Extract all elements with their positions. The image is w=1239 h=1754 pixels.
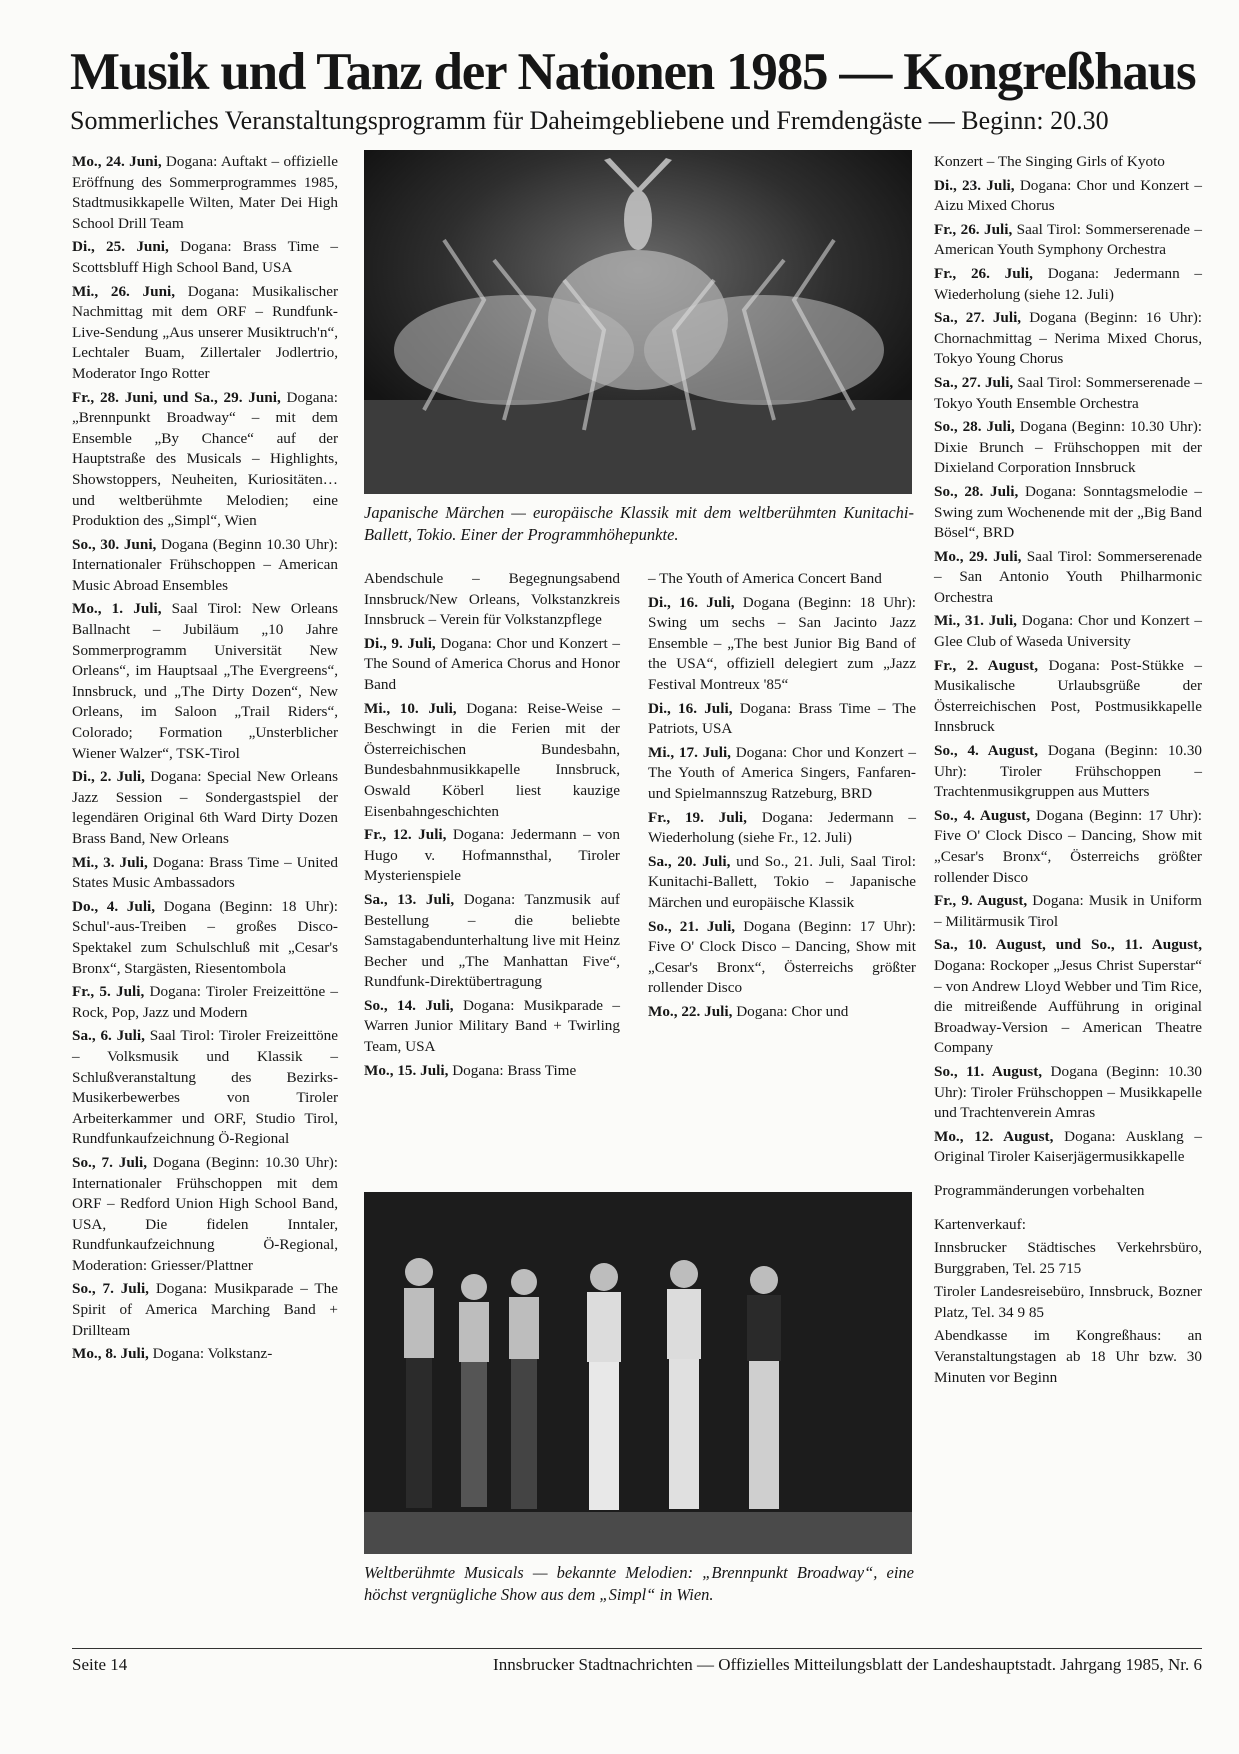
program-entry-date: Fr., 26. Juli,	[934, 220, 1013, 238]
program-entry-date: Fr., 19. Juli,	[648, 808, 747, 826]
program-entry-date: Di., 23. Juli,	[934, 176, 1015, 194]
program-entry-date: Fr., 2. August,	[934, 656, 1039, 674]
program-entry-text: Dogana (Beginn: 17 Uhr): Five O' Clock Disco – Dancing, Show mit „Cesar's Bronx“, Österreichs größter rollender Disco	[934, 806, 1203, 886]
program-entry-text: Dogana (Beginn: 10.30 Uhr): Internationaler Frühschoppen mit dem ORF – Redford Union High School Band, USA, Die fidelen Inntaler, Rundfunkaufzeichnung Ö-Regional, Moderation: Griesser/Plattner	[72, 1153, 338, 1274]
program-entry-text: Saal Tirol: Tiroler Freizeittöne – Volksmusik und Klassik – Schlußveranstaltung des Bezirks-Musikerbewerbes von Tiroler Arbeiterkammer und ORF, Studio Tirol, Rundfunkaufzeichnung Ö-Regional	[72, 1027, 338, 1148]
program-entry	[72, 1279, 338, 1341]
program-entry-text: – The Youth of America Concert Band	[648, 570, 882, 587]
program-entry-text: Dogana: Jedermann – Wiederholung (siehe 12. Juli)	[934, 264, 1202, 303]
program-entry	[72, 1153, 338, 1277]
program-entry-date: Do., 4. Juli,	[72, 897, 156, 915]
ballet-photo-image	[364, 150, 912, 494]
program-column-4-entries	[934, 152, 1202, 1168]
program-entry	[72, 237, 338, 278]
program-entry	[934, 482, 1202, 544]
program-entry-text: Dogana: Rockoper „Jesus Christ Superstar“ – von Andrew Lloyd Webber und Tim Rice, die mitreißende Aufführung in original Broadway-Version – American Theatre Company	[934, 956, 1202, 1057]
program-entry-date: Mi., 10. Juli,	[364, 699, 457, 717]
program-entry	[934, 891, 1202, 932]
program-entry-date: Sa., 6. Juli,	[72, 1027, 145, 1045]
program-entry-date: Mo., 29. Juli,	[934, 547, 1022, 565]
program-entry	[648, 593, 916, 696]
program-entry-text: Dogana: Tanzmusik auf Bestellung – die beliebte Samstagabendunterhaltung live mit Heinz Becher und „The Manhattan Five“, Rundfunk-Direktübertragung	[364, 890, 620, 991]
program-entry	[934, 308, 1202, 370]
program-entry	[364, 1061, 620, 1082]
program-entry	[72, 388, 338, 532]
program-entry-date: Sa., 10. August, und So., 11. August,	[934, 936, 1202, 954]
program-entry	[72, 982, 338, 1023]
program-entry-date: Mo., 1. Juli,	[72, 600, 162, 618]
program-entry-text: Dogana: Musikparade – The Spirit of America Marching Band + Drillteam	[72, 1280, 338, 1339]
program-entry	[648, 1002, 916, 1023]
program-entry-date: Fr., 26. Juli,	[934, 264, 1033, 282]
program-entry-text: Saal Tirol: Sommerserenade – American Youth Symphony Orchestra	[934, 220, 1202, 259]
program-entry-date: Fr., 12. Juli,	[364, 826, 447, 844]
program-entry-text: Dogana (Beginn: 18 Uhr): Swing um sechs – San Jacinto Jazz Ensemble – „The best Junior Big Band of the USA“, offiziell delegiert zum „Jazz Festival Montreux '85“	[648, 593, 917, 693]
ballet-photo	[364, 150, 912, 494]
program-entry-date: Sa., 27. Juli,	[934, 309, 1022, 327]
program-entry	[72, 1344, 338, 1365]
program-entry-text: Dogana: Chor und Konzert – The Youth of America Singers, Fanfaren- und Spielmannszug Ratzeburg, BRD	[648, 743, 916, 802]
page-title: Musik und Tanz der Nationen 1985 — Kongreßhaus	[70, 43, 1196, 101]
program-entry-date: Di., 9. Juli,	[364, 634, 436, 652]
ticket-line: Tiroler Landesreisebüro, Innsbruck, Bozner Platz, Tel. 34 9 85	[934, 1283, 1202, 1321]
program-entry-text: Dogana: Volkstanz-	[148, 1345, 273, 1363]
program-entry-date: Mi., 17. Juli,	[648, 743, 731, 761]
program-entry	[72, 152, 338, 234]
program-entry-date: So., 14. Juli,	[364, 996, 454, 1014]
program-entry	[934, 1127, 1202, 1168]
program-entry	[648, 808, 916, 849]
program-entry-date: Sa., 13. Juli,	[364, 890, 455, 908]
ticket-line: Abendkasse im Kongreßhaus: an Veranstaltungstagen ab 18 Uhr bzw. 30 Minuten vor Beginn	[934, 1327, 1202, 1386]
program-entry	[934, 741, 1202, 803]
program-entry-date: Mi., 3. Juli,	[72, 853, 148, 871]
ticket-sales-heading: Kartenverkauf:	[934, 1215, 1026, 1233]
program-entry-text: Saal Tirol: New Orleans Ballnacht – Jubiläum „10 Jahre Sommerprogramm Universität New Orleans“, im Hauptsaal „The Evergreens“, Innsbruck, und „The Dirty Dozen“, New Orleans, im Saloon „Trail Riders“, Colorado; Formation „Unsterblicher Wiener Walzer“, TSK-Tirol	[72, 600, 338, 762]
program-entry-text: Dogana: Sonntagsmelodie – Swing zum Wochenende mit der „Big Band Bösel“, BRD	[934, 482, 1202, 542]
page-number: Seite 14	[72, 1655, 128, 1674]
program-entry-text: Dogana (Beginn: 17 Uhr): Five O' Clock Disco – Dancing, Show mit „Cesar's Bronx“, Österreichs größter rollender Disco	[648, 917, 916, 997]
musical-ensemble-photo	[364, 1192, 912, 1554]
program-entry-text: Dogana: Musikparade – Warren Junior Military Band + Twirling Team, USA	[364, 996, 620, 1056]
program-entry-text: Dogana: Brass Time – Scottsbluff High School Band, USA	[72, 238, 338, 276]
program-entry	[72, 599, 338, 764]
program-entry-text: Konzert – The Singing Girls of Kyoto	[934, 153, 1165, 170]
program-entry-text: Dogana: Musik in Uniform – Militärmusik Tirol	[934, 892, 1202, 930]
program-entry	[934, 1062, 1202, 1124]
program-entry	[72, 535, 338, 597]
program-entry	[648, 743, 916, 805]
program-entry-date: So., 30. Juni,	[72, 535, 157, 553]
program-entry-date: So., 4. August,	[934, 742, 1039, 760]
program-entry	[934, 656, 1202, 738]
program-entry-date: Mi., 26. Juni,	[72, 282, 176, 300]
program-entry	[934, 547, 1202, 609]
program-entry-text: Dogana: Jedermann – Wiederholung (siehe Fr., 12. Juli)	[648, 808, 916, 847]
program-entry-date: So., 4. August,	[934, 806, 1031, 824]
musical-ensemble-image	[364, 1192, 912, 1554]
program-entry-text: Abendschule – Begegnungsabend Innsbruck/New Orleans, Volkstanzkreis Innsbruck – Verein für Volkstanzpflege	[364, 570, 620, 629]
program-entry-date: So., 11. August,	[934, 1062, 1043, 1080]
program-entry	[364, 699, 620, 823]
program-entry-date: Di., 16. Juli,	[648, 593, 735, 611]
program-entry	[72, 767, 338, 849]
program-entry-text: Dogana (Beginn: 10.30 Uhr): Dixie Brunch – Frühschoppen mit der Dixieland Corporation Innsbruck	[934, 418, 1202, 477]
program-entry	[648, 569, 916, 590]
program-entry-date: Mo., 15. Juli,	[364, 1061, 449, 1079]
program-entry-text: Dogana: Brass Time – United States Music Ambassadors	[72, 853, 338, 892]
program-entry-text: Dogana (Beginn 10.30 Uhr): Internationaler Frühschoppen – American Music Abroad Ensembles	[72, 535, 338, 594]
program-column-1	[72, 152, 338, 1368]
program-entry-date: Di., 16. Juli,	[648, 699, 733, 717]
program-entry	[72, 282, 338, 385]
program-entry-text: Dogana (Beginn: 10.30 Uhr): Tiroler Frühschoppen – Trachtenmusikgruppen aus Mutters	[934, 742, 1203, 801]
program-entry-text: Dogana (Beginn: 18 Uhr): Schul'-aus-Treiben – großes Disco-Spektakel zum Schulschluß mit „Cesar's Bronx“, Stargästen, Riesentombola	[72, 897, 338, 977]
program-entry	[934, 935, 1202, 1059]
program-entry	[934, 611, 1202, 652]
program-entry	[72, 897, 338, 979]
program-entry	[364, 825, 620, 887]
publication-line: Innsbrucker Stadtnachrichten — Offizielles Mitteilungsblatt der Landeshauptstadt. Jahrgang 1985, Nr. 6	[493, 1655, 1202, 1674]
program-entry-text: Dogana: Special New Orleans Jazz Session – Sondergastspiel der legendären Original 6th Ward Dirty Dozen Brass Band, New Orleans	[72, 768, 339, 847]
program-entry-date: So., 21. Juli,	[648, 917, 736, 935]
program-column-2	[364, 569, 620, 1084]
program-entry	[934, 806, 1202, 888]
program-changes-note: Programmänderungen vorbehalten	[934, 1181, 1145, 1199]
program-entry-text: Dogana: Jedermann – von Hugo v. Hofmannsthal, Tiroler Mysterienspiele	[364, 826, 620, 885]
ticket-line: Innsbrucker Städtisches Verkehrsbüro, Burggraben, Tel. 25 715	[934, 1239, 1202, 1277]
program-entry	[648, 852, 916, 914]
program-entry	[364, 890, 620, 993]
program-entry-text: Dogana: Chor und Konzert – Aizu Mixed Chorus	[934, 176, 1202, 215]
program-entry-date: Fr., 5. Juli,	[72, 983, 145, 1001]
program-entry-text: Dogana: Chor und Konzert – Glee Club of Waseda University	[934, 612, 1202, 651]
program-entry-text: Dogana: Brass Time	[448, 1061, 577, 1079]
program-entry-text: Saal Tirol: Sommerserenade – Tokyo Youth Ensemble Orchestra	[934, 373, 1202, 412]
page-subtitle: Sommerliches Veranstaltungsprogramm für Daheimgebliebene und Fremdengäste — Beginn: 20.30	[70, 106, 1109, 135]
program-entry-text: Dogana: Chor und	[732, 1002, 849, 1020]
program-entry-text: und So., 21. Juli, Saal Tirol: Kunitachi-Ballett, Tokio – Japanische Märchen und europäische Klassik	[648, 852, 916, 911]
program-entry-date: Fr., 9. August,	[934, 892, 1028, 910]
program-entry-text: Dogana: Brass Time – The Patriots, USA	[648, 699, 916, 738]
program-entry	[72, 1026, 338, 1150]
program-entry-text: Dogana (Beginn: 10.30 Uhr): Tiroler Frühschoppen – Musikkapelle und Trachtenverein Amras	[934, 1062, 1202, 1122]
program-entry	[934, 417, 1202, 479]
program-entry-text: Saal Tirol: Sommerserenade – San Antonio Youth Philharmonic Orchestra	[934, 547, 1202, 606]
program-entry-text: Dogana (Beginn: 16 Uhr): Chornachmittag – Nerima Mixed Chorus, Tokyo Young Chorus	[934, 309, 1202, 368]
program-entry	[934, 373, 1202, 414]
program-entry-date: Sa., 27. Juli,	[934, 373, 1014, 391]
program-entry-date: Fr., 28. Juni, und Sa., 29. Juni,	[72, 388, 281, 406]
program-entry-date: Mo., 24. Juni,	[72, 153, 162, 170]
program-entry	[648, 699, 916, 740]
program-entry-text: Dogana: Post-Stükke – Musikalische Urlaubsgrüße der Österreichischen Post, Postmusikkapelle Innsbruck	[934, 656, 1202, 736]
program-entry-text: Dogana: Tiroler Freizeittöne – Rock, Pop, Jazz und Modern	[72, 983, 338, 1021]
program-entry	[364, 634, 620, 696]
program-entry-text: Dogana: Reise-Weise – Beschwingt in die Ferien mit der Österreichischen Bundesbahn, Bundesbahnmusikkapelle Innsbruck, Oswald Köberl liest kauzige Eisenbahngeschichten	[364, 699, 620, 820]
musical-photo-caption: Weltberühmte Musicals — bekannte Melodien: „Brennpunkt Broadway“, eine höchst vergnügliche Show aus dem „Simpl“ in Wien.	[364, 1563, 914, 1604]
program-entry-date: Mi., 31. Juli,	[934, 612, 1017, 630]
program-entry-text: Dogana: Chor und Konzert – The Sound of America Chorus and Honor Band	[364, 634, 620, 693]
program-entry-date: So., 28. Juli,	[934, 418, 1015, 436]
program-entry	[364, 569, 620, 631]
program-entry-date: Di., 25. Juni,	[72, 238, 169, 256]
program-entry	[648, 917, 916, 999]
program-entry-date: Mo., 8. Juli,	[72, 1345, 149, 1363]
program-column-4	[934, 152, 1202, 1391]
program-entry-text: Dogana: Auftakt – offizielle Eröffnung des Sommerprogrammes 1985, Stadtmusikkapelle Wilten, Mater Dei High School Drill Team	[72, 153, 338, 232]
program-entry-text: Dogana: Musikalischer Nachmittag mit dem ORF – Rundfunk-Live-Sendung „Aus unserer Musiktruch'n“, Lechtaler Buam, Zillertaler Jodlertrio, Moderator Ingo Rotter	[72, 282, 339, 382]
program-entry-date: Mo., 12. August,	[934, 1127, 1054, 1145]
ballet-photo-caption: Japanische Märchen — europäische Klassik mit dem weltberühmten Kunitachi-Ballett, Tokio. Einer der Programmhöhepunkte.	[364, 503, 914, 544]
program-entry	[72, 853, 338, 894]
program-entry	[934, 176, 1202, 217]
program-entry-text: Dogana: „Brennpunkt Broadway“ – mit dem Ensemble „By Chance“ auf der Hauptstraße des Musicals – Highlights, Showstoppers, Neuheiten, Kuriositäten… und weltberühmte Melodien; eine Produktion des „Simpl“, Wien	[72, 388, 338, 530]
program-column-3	[648, 569, 916, 1025]
program-entry	[934, 152, 1202, 173]
footer-rule	[72, 1648, 1202, 1649]
program-entry	[364, 996, 620, 1058]
program-entry-date: So., 7. Juli,	[72, 1280, 149, 1298]
program-entry-date: Di., 2. Juli,	[72, 768, 145, 786]
program-entry-date: So., 28. Juli,	[934, 482, 1019, 500]
program-entry	[934, 264, 1202, 305]
program-entry	[934, 220, 1202, 261]
program-entry-date: So., 7. Juli,	[72, 1153, 148, 1171]
program-entry-text: Dogana: Ausklang – Original Tiroler Kaiserjägermusikkapelle	[934, 1127, 1203, 1166]
program-entry-date: Mo., 22. Juli,	[648, 1002, 733, 1020]
program-entry-date: Sa., 20. Juli,	[648, 852, 731, 870]
